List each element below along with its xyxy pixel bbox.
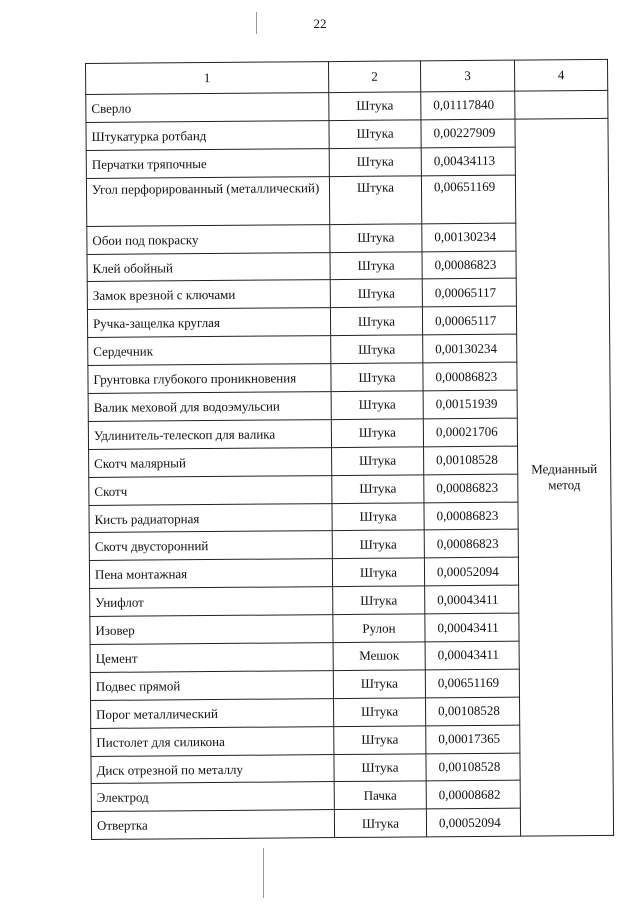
item-unit: Штука [331, 363, 423, 392]
item-unit: Штука [332, 475, 424, 504]
item-name: Цемент [90, 643, 333, 673]
item-name: Перчатки тряпочные [86, 148, 329, 178]
item-value: 0,00651169 [421, 175, 515, 224]
item-name: Штукатурка ротбанд [86, 120, 329, 150]
item-unit: Штука [332, 530, 424, 559]
method-cell: Медианный метод [515, 118, 614, 836]
item-value: 0,00086823 [423, 362, 517, 391]
column-header: 3 [420, 60, 514, 92]
item-unit: Штука [331, 335, 423, 364]
item-name: Скотч малярный [89, 447, 332, 477]
item-name: Сверло [86, 93, 329, 123]
item-value: 0,00108528 [426, 753, 520, 782]
item-unit: Штука [330, 307, 422, 336]
item-unit: Штука [332, 558, 424, 587]
item-unit: Штука [331, 391, 423, 420]
scan-mark [256, 12, 257, 34]
item-unit: Рулон [333, 614, 425, 643]
item-name: Грунтовка глубокого проникновения [88, 364, 331, 394]
item-name: Диск отрезной по металлу [91, 754, 334, 784]
item-name: Унифлот [90, 587, 333, 617]
item-name: Угол перфорированный (металлический) [86, 176, 329, 226]
scan-mark [263, 848, 264, 898]
item-name: Сердечник [88, 336, 331, 366]
item-name: Ручка-защелка круглая [87, 308, 330, 338]
item-value: 0,00086823 [424, 502, 518, 531]
table-row [86, 90, 608, 122]
item-unit: Штука [329, 92, 421, 121]
item-value: 0,00065117 [422, 306, 516, 335]
item-name: Замок врезной с ключами [87, 280, 330, 310]
item-value: 0,00052094 [424, 557, 518, 586]
item-value: 0,00043411 [425, 613, 519, 642]
data-table [85, 59, 614, 840]
item-name: Скотч [89, 475, 332, 505]
item-value: 0,00151939 [423, 390, 517, 419]
item-unit: Штука [334, 753, 426, 782]
item-unit: Штука [334, 726, 426, 755]
item-name: Удлинитель-телескоп для валика [88, 419, 331, 449]
item-name: Порог металлический [91, 698, 334, 728]
table-header-row [86, 59, 608, 94]
item-unit: Штука [333, 670, 425, 699]
item-value: 0,00434113 [421, 147, 515, 176]
item-value: 0,00043411 [425, 641, 519, 670]
item-unit: Штука [333, 586, 425, 615]
item-name: Обои под покраску [87, 224, 330, 254]
item-name: Изовер [90, 615, 333, 645]
item-unit: Штука [331, 419, 423, 448]
column-header: 4 [514, 59, 607, 91]
item-unit: Штука [329, 120, 421, 149]
method-cell [515, 90, 608, 119]
item-value: 0,00065117 [422, 279, 516, 308]
item-unit: Штука [329, 176, 421, 225]
item-unit: Пачка [334, 781, 426, 810]
item-name: Кисть радиаторная [89, 503, 332, 533]
item-value: 0,00086823 [422, 251, 516, 280]
item-name: Валик меховой для водоэмульсии [88, 392, 331, 422]
item-value: 0,00108528 [424, 446, 518, 475]
item-name: Подвес прямой [90, 670, 333, 700]
item-value: 0,00008682 [426, 781, 520, 810]
item-name: Электрод [91, 782, 334, 812]
column-header: 2 [328, 61, 420, 93]
item-value: 0,00021706 [423, 418, 517, 447]
item-name: Скотч двусторонний [89, 531, 332, 561]
item-unit: Штука [332, 447, 424, 476]
item-value: 0,00108528 [425, 697, 519, 726]
item-value: 0,00017365 [426, 725, 520, 754]
item-value: 0,00052094 [426, 808, 520, 837]
item-value: 0,00086823 [424, 530, 518, 559]
item-unit: Штука [330, 251, 422, 280]
item-value: 0,00227909 [421, 119, 515, 148]
item-unit: Штука [334, 809, 426, 838]
item-name: Пистолет для силикона [91, 726, 334, 756]
item-value: 0,00130234 [422, 223, 516, 252]
item-unit: Штука [329, 148, 421, 177]
item-value: 0,00086823 [424, 474, 518, 503]
item-value: 0,00130234 [423, 334, 517, 363]
item-unit: Штука [330, 224, 422, 253]
item-value: 0,00043411 [425, 585, 519, 614]
item-unit: Мешок [333, 642, 425, 671]
item-unit: Штука [332, 502, 424, 531]
item-value: 0,01117840 [421, 91, 515, 120]
table-row [86, 118, 608, 150]
column-header: 1 [86, 62, 329, 95]
item-unit: Штука [330, 279, 422, 308]
page-number: 22 [313, 16, 327, 31]
item-value: 0,00651169 [425, 669, 519, 698]
item-unit: Штука [333, 698, 425, 727]
item-name: Отвертка [91, 810, 334, 840]
item-name: Клей обойный [87, 252, 330, 282]
item-name: Пена монтажная [89, 559, 332, 589]
